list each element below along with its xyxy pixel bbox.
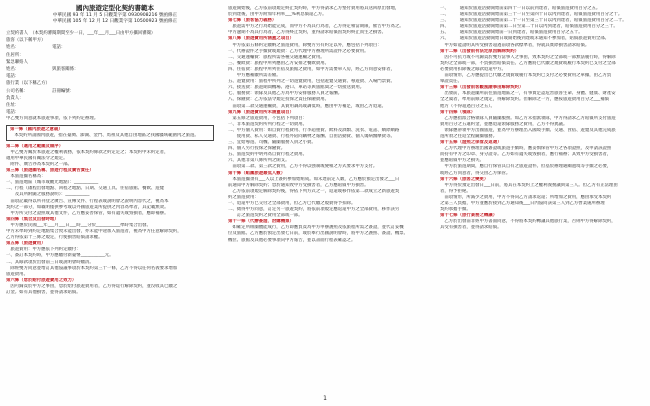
text-line: 甲方應於民國___年___月___日___時___分於___________準時集合出發。 xyxy=(6,222,151,228)
text-line: 旅遊開始後，乙方依前項規定終止契約時，甲方得請求乙方墊付費用將其送回原出發地， xyxy=(228,6,400,11)
text-line: 如確定所組團體能成行，乙方即應負責為甲方申辦護照及依旅程所需之簽證，並代訂妥機 xyxy=(228,225,404,231)
text-line: 本旅遊團須有___人以上簽約參加始組成。如未達前定人數，乙方應於預定出發之___日 xyxy=(228,176,400,182)
text-line: 並應賠償甲方之損失。 xyxy=(440,158,484,164)
text-line: 而持有甲方之印章、身分證等。乙方如有遺失或毀損者，應行補辦；其致甲方受損害者， xyxy=(440,152,612,158)
text-line: 遊所須之往返全程隨團服務。 xyxy=(440,133,498,139)
text-line: 契約承擔手續。 xyxy=(440,207,471,213)
text-line: 一、退還甲方已交付之全部費用，但乙方已代繳之規費得予扣除。 xyxy=(228,201,356,206)
text-line: 六、 通知於旅遊活動開始日或開始後到達或未通知不參加者，賠償旅遊費用全部。 xyxy=(440,36,610,42)
clause-text xyxy=(228,6,428,18)
text-line: 甲方如能證明其所受損害超過前項各款標準者，得就其實際損害請求賠償。 xyxy=(440,42,590,48)
text-line: 甲方於旅遊期間，應自行保管其自有之旅遊證件。但基於辦理通關過境等手續之必要， xyxy=(440,164,612,170)
text-line: 契約之一部分，如載明僅供參考或以外國旅遊業所提供之內容為準者，其記載無效。 xyxy=(6,204,169,210)
text-line: 三、 通知於旅遊活動開始前第二十一日至第三十日以內到達者，賠償旅遊費用百分之二十。 xyxy=(440,18,627,24)
text-line: 姓名： 與旅客關係： xyxy=(6,67,79,73)
text-line: 一、代辦證件之手續費或規費：乙方代理甲方辦理所需證件之必要費用。 xyxy=(228,48,369,54)
text-line: 電話： xyxy=(6,74,20,80)
clause-text xyxy=(6,116,214,122)
text-line: 約之旅遊費用： xyxy=(228,194,259,200)
column-3 xyxy=(440,6,644,392)
text-line: 前項第二款交通運輸費，其費用調高或調低時，應由甲方補足，或由乙方退還。 xyxy=(228,103,387,109)
text-line: 除經雙方同意並增訂其他協議事項於本契約第三十一條，乙方不得以任何名義要求增加 xyxy=(6,265,178,271)
text-line: 三、宜給導遊、司機、隨團服務人員之小費。 xyxy=(228,140,316,146)
text-line: 四、住宿費：旅程中所列住宿及旅館之費用，如甲方需要單人房，經乙方同意安排者， xyxy=(228,66,395,72)
text-line: 甲方逾期不為其行為者，乙方得終止契約，並得請求賠償因契約終止而生之損害。 xyxy=(228,30,387,36)
clause-text xyxy=(440,116,644,140)
column-2 xyxy=(228,6,428,392)
text-line: 全之虞者，準用前條之規定，得解除契約。但解除之一方，應按旅遊費用百分之___補償 xyxy=(440,97,610,103)
text-line: 位及旅館。乙方應於預定出發七日前，或於舉行出國說明會時，將甲方之護照、簽證、機票、 xyxy=(228,231,409,237)
text-line: 舉證責任。 xyxy=(440,79,462,85)
text-line: 前項情形，乙方應提出已代繳之規費或履行本契約已支付之必要費用之單據，由乙方負 xyxy=(440,73,612,79)
clause-heading-line: 第十四條（領隊） xyxy=(440,109,476,115)
clause-text xyxy=(440,91,644,109)
text-line: 他方（不得超過百分之五）。 xyxy=(440,103,495,109)
text-line: 出發前，本旅遊團所前往旅遊地區之一，有事實足認危害旅客生命、身體、健康、財產安 xyxy=(440,91,616,97)
clause-text xyxy=(228,225,428,243)
clause-text xyxy=(440,219,644,231)
clause-heading-line: 第四條（集合及出發時地） xyxy=(6,216,59,222)
text-line: 甲方得於預定出發日___日前，將其在本契約上之權利義務讓與第三人。但乙方有正當理由 xyxy=(440,182,618,188)
text-line: 六、其他非第八條所列之開支。 xyxy=(228,158,290,164)
text-line: 乙方依前項規定解除契約後，得依下列方式之一，返還或移作依第二款成立之新旅遊契 xyxy=(228,188,400,194)
clause-heading-line: 第十五條（證照之保管及返還） xyxy=(440,140,502,146)
text-line: 四、個人另行投保之保險費。 xyxy=(228,146,286,152)
text-line: 或經乙方同意者，得交由乙方保管。 xyxy=(440,170,511,176)
clause-heading-line: 第五條（旅遊費用） xyxy=(6,241,46,247)
text-line: 訂之旅遊契約之費用全部或一部。 xyxy=(228,213,303,219)
text-line: 二、徵得甲方同意，訂定另一旅遊契約，將依前項規定應返還甲方之全部費用，移作該另 xyxy=(228,207,400,213)
clause-text xyxy=(6,284,214,296)
clause-heading-line: 第十二條（出發前有法定原因解除契約） xyxy=(440,48,520,54)
text-line: 旅客（以下稱甲方） xyxy=(6,38,46,44)
text-line: 旅行業（以下稱乙方） xyxy=(6,81,50,87)
clause-text xyxy=(440,55,644,85)
text-line: 前通知甲方解除契約；怠於通知致甲方受損害者，乙方應賠償甲方損害。 xyxy=(228,182,369,188)
text-line: 附件、廣告亦為本契約之一部。 xyxy=(6,162,72,167)
clause-text xyxy=(6,247,214,277)
text-line: 甲乙雙方同意就本旅遊事項，依下列約定辦理。 xyxy=(6,116,99,122)
clause-heading-line: 第十條（組團旅遊最低人數） xyxy=(228,170,286,176)
text-line: 乙方代理甲方辦理出國簽證或旅遊手續時，應妥慎保管甲方之各項證照，及申請該證照 xyxy=(440,146,612,152)
text-line: 五、遊覽費用：旅程中所列之一切遊覽費用，包括遊覽交通費、導遊費、入場門票費。 xyxy=(228,79,395,85)
clause-text xyxy=(6,174,214,217)
title-block xyxy=(0,4,230,25)
text-line: 甲方依第五條約定繳納之旅遊費用，除雙方另有約定以外，應包括下列項目： xyxy=(228,42,382,48)
text-line: 住址： xyxy=(6,103,20,109)
clause-text xyxy=(228,24,428,36)
page-number: 1 xyxy=(323,395,327,402)
text-line: 甲方應補繳所需差額。 xyxy=(228,73,281,79)
clause-text xyxy=(440,146,644,176)
text-line: 七、服務費：領隊及其他乙方為甲方安排服務人員之報酬。 xyxy=(228,91,343,97)
text-line: 五、 通知於旅遊活動開始前一日到達者，賠償旅遊費用百分之五十。 xyxy=(440,30,583,36)
text-line: 八、保險費：乙方依法令規定投保之責任保險費用。 xyxy=(228,97,329,103)
text-line: 於到達後，由甲方附加年利率___%利息償還乙方。 xyxy=(228,12,327,18)
text-line: 甲方所交付之證照或其他文件，乙方應妥善保管，如有遺失或毀損者，應即補辦。 xyxy=(6,210,169,216)
party-fields xyxy=(6,30,214,116)
text-line: 立契約書人 （本契約審閱期間至少一日，___年___月___日由甲方攜回審閱） xyxy=(6,31,156,36)
text-line: 使用費、私人交通費、行程外陪同購物之報酬、自由活動費、個人傷病醫療費等。 xyxy=(228,133,395,139)
text-line: 必要費用扣除後之餘款退還甲方。 xyxy=(440,66,506,72)
text-line: 二、其餘款項於出發前三日或說明會時繳清。 xyxy=(6,259,94,265)
text-line: 一、簽訂本契約時，甲方應繳付新臺幣___________元。 xyxy=(6,253,114,259)
text-line: 姓名： 電話： xyxy=(6,45,66,51)
clause-heading-line: 第三條（旅遊團名稱、旅遊行程及廣告責任） xyxy=(6,168,94,174)
clause-text xyxy=(6,150,214,168)
document-title: 國內旅遊定型化契約書範本 xyxy=(76,4,154,12)
text-line: 本契約所謂國內旅遊，指在臺灣、澎湖、金門、馬祖及其他自由地區之我國疆域範圍內之旅遊。 xyxy=(10,132,199,138)
text-line: 乙方於出發前非經甲方書面同意，不得將本契約轉讓其他旅行業，否則甲方得解除契約， xyxy=(440,219,616,225)
text-line: 旅遊需甲方之行為始能完成，而甲方不為其行為者，乙方得定相當期限，催告甲方為之。 xyxy=(228,24,404,30)
clause-heading-line: 第十七條（旅行業務之轉讓） xyxy=(440,213,498,219)
clause-text xyxy=(6,223,214,241)
text-line: 訂金。如有其他損害，並得請求賠償。 xyxy=(6,289,81,295)
text-line: 本旅遊團名稱為： xyxy=(6,174,46,180)
title-subline: 中華民國 93 年 11 月 5 日觀業字第 0930908216 號函修正 xyxy=(52,13,178,18)
clause-box xyxy=(6,125,214,141)
text-line: 契約之全部或一部，不負損害賠償責任。乙方應將已代繳之規費或履行本契約已支付之全部 xyxy=(440,60,616,66)
clause-text xyxy=(228,43,428,110)
text-line: 甲方未準時到約定地點集合致未能出發，亦未能中途加入旅遊者，視為甲方任意解除契約， xyxy=(6,229,182,235)
text-line: 適用中華民國有關法令之規定。 xyxy=(6,155,68,161)
clause-heading-line: 第十六條（旅客之變更） xyxy=(440,176,489,182)
clause-heading-line: 第六條（怠於給付旅遊費用之效力） xyxy=(6,277,77,283)
text-line: 電話： xyxy=(6,110,20,116)
clause-heading-line: 第一條（國內旅遊之意義） xyxy=(10,126,63,132)
text-line: 者，得予拒絕。 xyxy=(440,188,471,194)
clause-text xyxy=(228,116,428,171)
text-line: 前項記載得以所刊登之廣告、宣傳文件、行程表或說明會之說明內容代之，視為本 xyxy=(6,198,169,204)
text-line: 一、旅遊地區（城市或觀光地點）：___________ xyxy=(6,180,99,186)
text-line: 因不可抗力或不可歸責於雙方當事人之事由，致本契約之全部或一部無法履行時，得解除 xyxy=(440,54,616,60)
text-line: 旅遊費用：甲方應依下列約定繳付： xyxy=(6,247,81,253)
text-line: 因可歸責於甲方之事由，怠於給付旅遊費用者，乙方得逕行解除契約，並沒收其已繳之 xyxy=(6,283,178,289)
text-line: 領隊應帶領甲方出國旅遊，並為甲方辦理出入國境手續、交通、食宿、遊覽及其他完成旅 xyxy=(440,127,616,133)
text-line: 前項情形，所減少之費用，甲方不得向乙方請求返還；所增加之費用，應由承受本契約 xyxy=(440,194,612,200)
text-line: 一、非本旅遊契約所列行程之一切費用。 xyxy=(228,121,308,127)
clause-text xyxy=(440,183,644,213)
column-1 xyxy=(6,30,214,392)
text-line: 公司名稱： 註冊編號： xyxy=(6,88,75,94)
title-subline: 中華民國 105 年 12 月 12 日觀業字第 10500923 號函修正 xyxy=(52,19,178,25)
text-line: 二、甲方個人費用：如自費行程費用、行李超重費、飲料及酒類、洗衣、電話、網際網路 xyxy=(228,127,400,133)
text-line: 三、餐飲費：旅程中所列應由乙方安排之餐飲費用。 xyxy=(228,60,329,66)
text-line: 四、 通知於旅遊活動開始前第二日至第二十日以內到達者，賠償旅遊費用百分之三十。 xyxy=(440,24,618,30)
clause-heading-line: 第二條（適用之範圍及順序） xyxy=(6,143,64,149)
clause-heading-line: 第十一條（代辦簽證、洽購機票） xyxy=(228,219,294,225)
text-line: 二、交通運輸費：旅程所需各種交通運輸之費用。 xyxy=(228,54,325,60)
clause-text xyxy=(440,6,644,49)
clause-heading-line: 第七條（旅客協力義務） xyxy=(228,18,277,24)
clause-heading-line: 第九條（旅遊費用所未涵蓋項目） xyxy=(228,109,294,115)
text-line: 一、 通知於旅遊活動開始前第四十一日以前到達者，賠償旅遊費用百分之五。 xyxy=(440,6,601,11)
text-line: 六、接送費：旅遊期間機場、港口、車站等與旅館間之一切接送費用。 xyxy=(228,85,365,91)
text-line: 機位、旅館及其他必要事項向甲方報告，並以書面行程表確認之。 xyxy=(228,237,356,243)
text-line: 負責人： xyxy=(6,95,24,101)
clause-heading-line: 第八條（旅遊費用所涵蓋之項目） xyxy=(228,36,294,42)
text-line: 緊急聯絡人 xyxy=(6,59,28,65)
text-line: 五、旅遊契約中明列為自費行程之費用。 xyxy=(228,152,308,158)
text-line: 甲乙雙方關於本旅遊之權利義務，依本契約條款之約定定之；本契約中未約定者， xyxy=(6,149,169,155)
text-line: 住居所： xyxy=(6,52,24,58)
text-line: 費用百分之五違約金，並應退還領隊服務之費用，乙方不得異議。 xyxy=(440,121,568,127)
text-line: 第五條之旅遊費用，不包括下列項目： xyxy=(228,115,308,121)
text-line: 其受有損害者，並得請求賠償。 xyxy=(440,225,502,231)
text-line: 及其所附隨之服務說明）：___________ xyxy=(6,192,90,198)
text-line: 乙方應指派合格領隊人員隨團服務。如乙方未指派領隊，甲方得請求乙方賠償所支付旅遊 xyxy=(440,115,616,121)
text-line: 二、行程（啟程出發地點、回程之地點、日期、交通工具、住宿旅館、餐飲、遊覽 xyxy=(6,186,165,192)
clause-text xyxy=(228,177,428,220)
text-line: 旅遊費用。 xyxy=(6,271,28,277)
text-line: 之第三人負擔，甲方並應於接到乙方通知後___日內協同該第三人到乙方營業處所辦理 xyxy=(440,201,605,206)
text-line: 前項第二款、第三款之費用，乙方不得以強制或變相之方式要求甲方支付。 xyxy=(228,164,378,170)
clause-heading-line: 第十三條（出發前客觀風險事由解除契約） xyxy=(440,85,524,91)
text-line: 二、 通知於旅遊活動開始前第三十一日至第四十日以內到達者，賠償旅遊費用百分之十。 xyxy=(440,12,623,18)
text-line: 乙方得依第十三條之規定，行使損害賠償請求權。 xyxy=(6,235,103,241)
